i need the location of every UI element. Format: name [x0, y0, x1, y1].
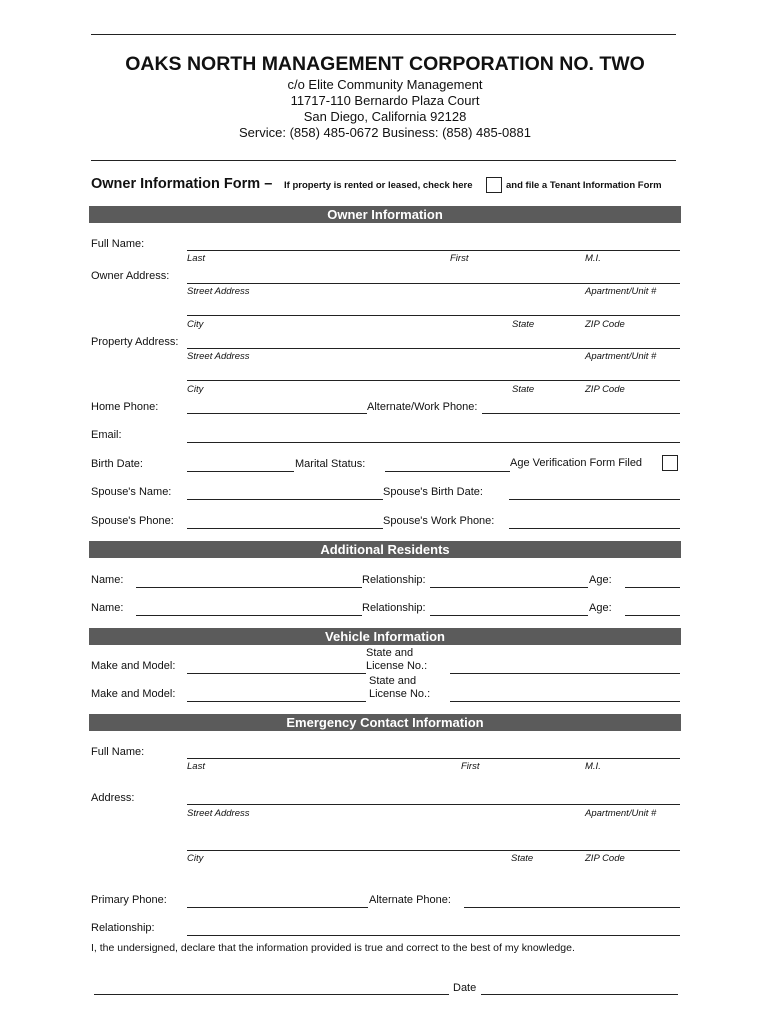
- spouse-birth-input[interactable]: [509, 499, 680, 500]
- license-no-label: License No.:: [366, 660, 428, 672]
- alt-work-phone-label: Alternate/Work Phone:: [367, 401, 478, 413]
- state-caption: State: [512, 319, 535, 330]
- primary-phone-label: Primary Phone:: [91, 894, 167, 906]
- state-and-label: State and: [366, 647, 414, 659]
- street-caption: Street Address: [187, 286, 250, 297]
- last-caption: Last: [187, 761, 205, 772]
- zip-caption: ZIP Code: [585, 384, 625, 395]
- zip-caption: ZIP Code: [585, 319, 625, 330]
- emergency-relationship-label: Relationship:: [91, 922, 155, 934]
- age-verification-label: Age Verification Form Filed: [510, 457, 643, 469]
- license-no-input[interactable]: [450, 701, 680, 702]
- resident-age-label: Age:: [589, 602, 612, 614]
- spouse-name-input[interactable]: [187, 499, 383, 500]
- city-caption: City: [187, 384, 204, 395]
- city-caption: City: [187, 319, 204, 330]
- spouse-work-phone-label: Spouse's Work Phone:: [383, 515, 495, 527]
- spouse-name-label: Spouse's Name:: [91, 486, 172, 498]
- spouse-birth-label: Spouse's Birth Date:: [383, 486, 483, 498]
- make-model-label: Make and Model:: [91, 688, 176, 700]
- state-caption: State: [512, 384, 535, 395]
- resident-relationship-label: Relationship:: [362, 574, 426, 586]
- apt-caption: Apartment/Unit #: [585, 286, 657, 297]
- alt-work-phone-input[interactable]: [482, 413, 680, 414]
- address-line-1: c/o Elite Community Management: [287, 77, 483, 92]
- full-name-input[interactable]: [187, 250, 680, 251]
- resident-age-input[interactable]: [625, 615, 680, 616]
- alternate-phone-input[interactable]: [464, 907, 680, 908]
- resident-relationship-input[interactable]: [430, 587, 588, 588]
- emergency-city-input[interactable]: [187, 850, 680, 851]
- marital-status-input[interactable]: [385, 471, 510, 472]
- home-phone-label: Home Phone:: [91, 401, 159, 413]
- street-caption: Street Address: [187, 808, 250, 819]
- home-phone-input[interactable]: [187, 413, 367, 414]
- license-no-label: License No.:: [369, 688, 431, 700]
- alternate-phone-label: Alternate Phone:: [369, 894, 451, 906]
- page-title: OAKS NORTH MANAGEMENT CORPORATION NO. TWO: [125, 53, 645, 75]
- primary-phone-input[interactable]: [187, 907, 368, 908]
- state-and-label: State and: [369, 675, 417, 687]
- city-caption: City: [187, 853, 204, 864]
- first-caption: First: [461, 761, 480, 772]
- header-rule-top: [91, 34, 676, 35]
- apt-caption: Apartment/Unit #: [585, 808, 657, 819]
- emergency-full-name-label: Full Name:: [91, 746, 145, 758]
- date-input[interactable]: [481, 994, 678, 995]
- birth-date-label: Birth Date:: [91, 458, 143, 470]
- owner-address-label: Owner Address:: [91, 270, 170, 282]
- marital-status-label: Marital Status:: [295, 458, 366, 470]
- rented-note: If property is rented or leased, check here: [284, 180, 473, 191]
- full-name-label: Full Name:: [91, 238, 145, 250]
- emergency-relationship-input[interactable]: [187, 935, 680, 936]
- make-model-input[interactable]: [187, 701, 366, 702]
- resident-name-input[interactable]: [136, 587, 362, 588]
- street-caption: Street Address: [187, 351, 250, 362]
- owner-section-header: Owner Information: [89, 206, 681, 223]
- form-title: Owner Information Form –: [91, 176, 273, 192]
- email-label: Email:: [91, 429, 122, 441]
- resident-age-label: Age:: [589, 574, 612, 586]
- phone-line: Service: (858) 485-0672 Business: (858) 485-0881: [239, 125, 531, 140]
- license-no-input[interactable]: [450, 673, 680, 674]
- mi-caption: M.I.: [585, 253, 601, 264]
- tenant-note: and file a Tenant Information Form: [506, 180, 662, 191]
- resident-relationship-label: Relationship:: [362, 602, 426, 614]
- make-model-label: Make and Model:: [91, 660, 176, 672]
- resident-name-label: Name:: [91, 602, 124, 614]
- resident-relationship-input[interactable]: [430, 615, 588, 616]
- emergency-full-name-input[interactable]: [187, 758, 680, 759]
- emergency-street-input[interactable]: [187, 804, 680, 805]
- state-caption: State: [511, 853, 534, 864]
- property-address-label: Property Address:: [91, 336, 179, 348]
- birth-date-input[interactable]: [187, 471, 294, 472]
- emergency-section-header: Emergency Contact Information: [89, 714, 681, 731]
- residents-section-header: Additional Residents: [89, 541, 681, 558]
- owner-city-input[interactable]: [187, 315, 680, 316]
- rented-checkbox[interactable]: [486, 177, 502, 193]
- header-rule-bottom: [91, 160, 676, 161]
- make-model-input[interactable]: [187, 673, 366, 674]
- property-city-input[interactable]: [187, 380, 680, 381]
- address-line-3: San Diego, California 92128: [303, 109, 467, 124]
- email-input[interactable]: [187, 442, 680, 443]
- last-caption: Last: [187, 253, 205, 264]
- owner-street-input[interactable]: [187, 283, 680, 284]
- zip-caption: ZIP Code: [585, 853, 625, 864]
- age-verification-checkbox[interactable]: [662, 455, 678, 471]
- address-line-2: 11717-110 Bernardo Plaza Court: [290, 93, 480, 108]
- signature-input[interactable]: [94, 994, 449, 995]
- apt-caption: Apartment/Unit #: [585, 351, 657, 362]
- resident-name-input[interactable]: [136, 615, 362, 616]
- emergency-address-label: Address:: [91, 792, 135, 804]
- vehicle-section-header: Vehicle Information: [89, 628, 681, 645]
- resident-age-input[interactable]: [625, 587, 680, 588]
- mi-caption: M.I.: [585, 761, 601, 772]
- spouse-phone-label: Spouse's Phone:: [91, 515, 174, 527]
- property-street-input[interactable]: [187, 348, 680, 349]
- date-label: Date: [453, 982, 477, 994]
- spouse-phone-input[interactable]: [187, 528, 383, 529]
- first-caption: First: [450, 253, 469, 264]
- resident-name-label: Name:: [91, 574, 124, 586]
- spouse-work-phone-input[interactable]: [509, 528, 680, 529]
- declaration-text: I, the undersigned, declare that the information provided is true and correct to the best of my knowledge.: [91, 942, 575, 954]
